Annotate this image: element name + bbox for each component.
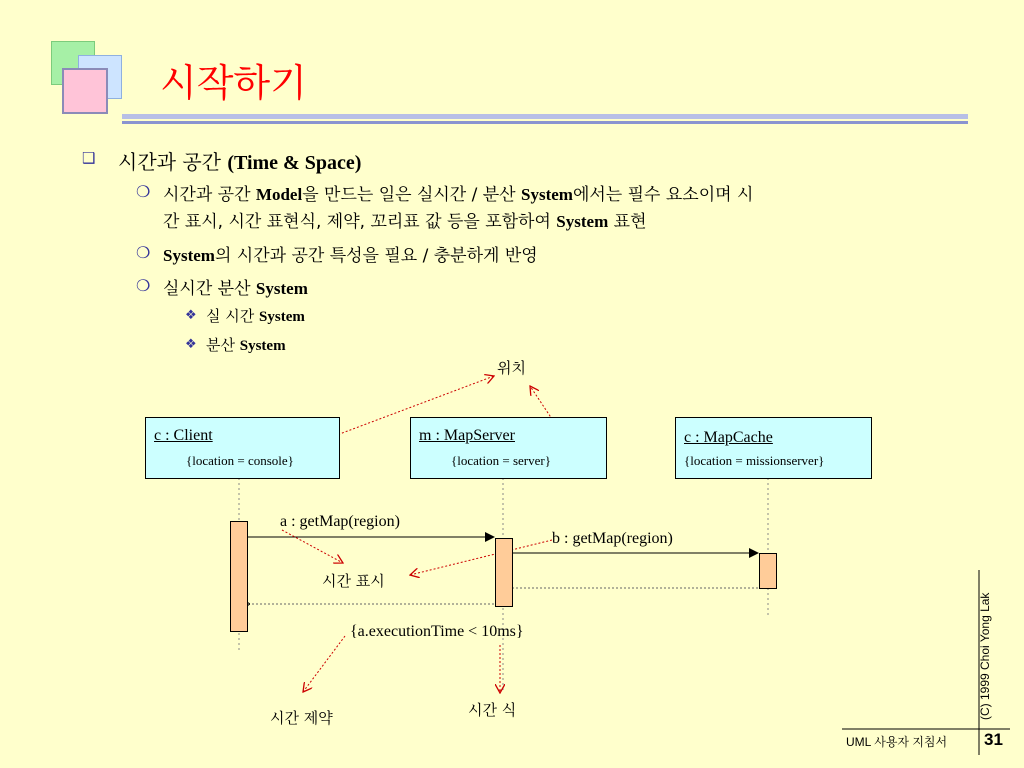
bullet-realtime-distributed: 실시간 분산 System [163,279,308,299]
object-mapserver-property: {location = server} [451,453,551,468]
bullet-time-space: 시간과 공간 (Time & Space) [118,150,362,174]
footer-text: UML 사용자 지침서 [846,735,948,749]
circle-bullet-icon: ❍ [136,276,151,295]
slide-title: 시작하기 [160,61,307,105]
bullet-model-line2: 간 표시, 시간 표현식, 제약, 꼬리표 값 등을 포함하여 System 표현 [163,212,647,232]
checkbox-bullet-icon: ❑ [82,149,96,167]
diamond-bullet-icon: ❖ [185,337,197,352]
diamond-bullet-icon: ❖ [185,308,197,323]
bullet-realtime-system: 실 시간 System [206,307,305,325]
constraint-label: {a.executionTime < 10ms} [350,623,524,640]
annotation-arrow-constraint [303,636,345,692]
object-mapcache-property: {location = missionserver} [684,453,825,468]
message-b-label: b : getMap(region) [552,530,673,547]
bullet-model-line1: 시간과 공간 Model을 만드는 일은 실시간 / 분산 System에서는 필수 요소이며 시 [163,185,754,205]
annotation-time-expression: 시간 식 [468,701,517,719]
message-a-label: a : getMap(region) [280,513,400,530]
bullet-distributed-system: 분산 System [206,336,286,354]
annotation-arrow-timemark-a [282,530,343,563]
activation-mapserver [495,538,513,607]
object-mapcache-name: c : MapCache [684,429,773,446]
bullet-system-reflect: System의 시간과 공간 특성을 필요 / 충분하게 반영 [163,246,538,266]
page-number: 31 [984,730,1003,749]
object-client-name: c : Client [154,427,213,444]
copyright: (C) 1999 Choi Yong Lak [978,592,992,720]
circle-bullet-icon: ❍ [136,182,151,201]
annotation-time-mark: 시간 표시 [322,572,385,590]
activation-mapcache [759,553,777,589]
annotation-location: 위치 [497,359,526,377]
annotation-arrow-timemark-b [410,540,552,575]
object-client-property: {location = console} [186,453,294,468]
object-mapcache [675,417,872,479]
circle-bullet-icon: ❍ [136,243,151,262]
object-mapserver-name: m : MapServer [419,427,515,444]
annotation-time-constraint: 시간 제약 [270,709,333,727]
activation-client [230,521,248,632]
